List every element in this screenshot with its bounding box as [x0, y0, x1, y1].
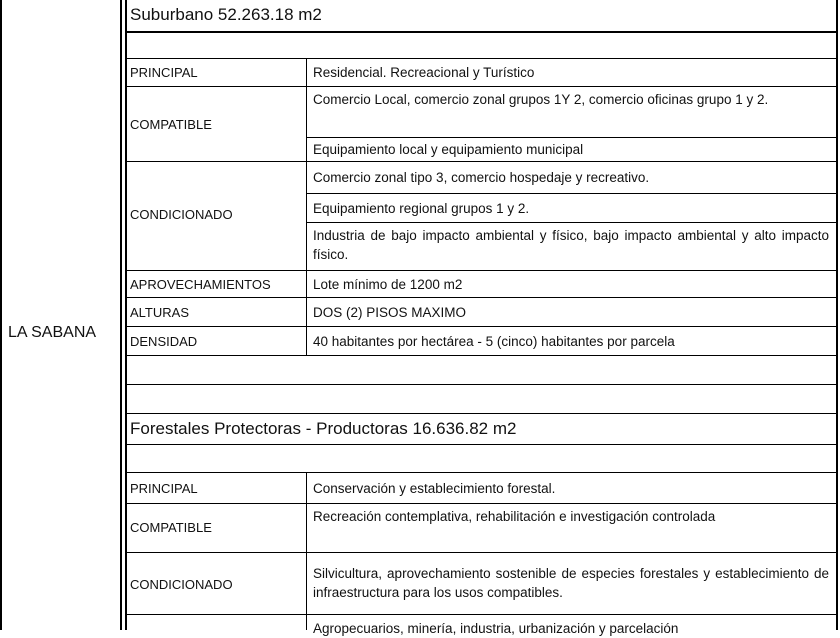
compatible-value-1: Comercio Local, comercio zonal grupos 1Y 2, comercio oficinas grupo 1 y 2. [313, 92, 769, 107]
principal-label: PRINCIPAL [130, 65, 198, 80]
alturas-value: DOS (2) PISOS MAXIMO [313, 305, 467, 320]
compatible-label: COMPATIBLE [130, 117, 212, 132]
row-line [306, 193, 838, 194]
row-line [125, 444, 838, 445]
principal-value: Residencial. Recreacional y Turístico [313, 65, 535, 80]
section2-title: Forestales Protectoras - Productoras 16.636.82 m2 [130, 419, 517, 438]
aprovechamientos-label: APROVECHAMIENTOS [130, 277, 271, 292]
label-column-divider-2 [306, 472, 307, 630]
partial-next-value: Agropecuarios, minería, industria, urbanización y parcelación [313, 621, 679, 636]
title1-bottom-border [125, 31, 838, 33]
row-line [125, 86, 838, 87]
row-line [125, 297, 838, 298]
zone-label: LA SABANA [8, 324, 97, 341]
row-line [125, 326, 838, 327]
row-line [306, 222, 838, 223]
row-line [306, 137, 838, 138]
right-border [836, 0, 838, 630]
row-line [125, 552, 838, 553]
row-line [125, 58, 838, 59]
row-line [125, 355, 838, 356]
condicionado-value-3: Industria de bajo impacto ambiental y físico, bajo impacto ambiental y alto impacto físico. [313, 228, 829, 262]
row-line [125, 503, 838, 504]
compatible2-label: COMPATIBLE [130, 520, 212, 535]
condicionado-value-1: Comercio zonal tipo 3, comercio hospedaje y recreativo. [313, 170, 650, 185]
zone-column-divider [120, 0, 122, 630]
row-line [125, 413, 838, 414]
principal2-value: Conservación y establecimiento forestal. [313, 481, 556, 496]
compatible-value-2: Equipamiento local y equipamiento municipal [313, 142, 584, 157]
row-line [125, 472, 838, 473]
label-column-divider [306, 58, 307, 355]
condicionado-value-2: Equipamiento regional grupos 1 y 2. [313, 201, 530, 216]
section-divider [125, 0, 127, 630]
row-line [125, 614, 838, 615]
alturas-label: ALTURAS [130, 305, 189, 320]
section1-title: Suburbano 52.263.18 m2 [130, 5, 322, 24]
condicionado2-label: CONDICIONADO [130, 577, 233, 592]
left-border [0, 0, 2, 630]
row-line [125, 270, 838, 271]
principal2-label: PRINCIPAL [130, 481, 198, 496]
condicionado2-value: Silvicultura, aprovechamiento sostenible de especies forestales y establecimiento de infraestructura para los usos compatibles. [313, 566, 829, 600]
aprovechamientos-value: Lote mínimo de 1200 m2 [313, 277, 463, 292]
densidad-label: DENSIDAD [130, 334, 198, 349]
row-line [125, 161, 838, 162]
densidad-value: 40 habitantes por hectárea - 5 (cinco) habitantes por parcela [313, 334, 675, 349]
condicionado-label: CONDICIONADO [130, 207, 233, 222]
compatible2-value: Recreación contemplativa, rehabilitación e investigación controlada [313, 509, 716, 524]
row-line [125, 384, 838, 385]
